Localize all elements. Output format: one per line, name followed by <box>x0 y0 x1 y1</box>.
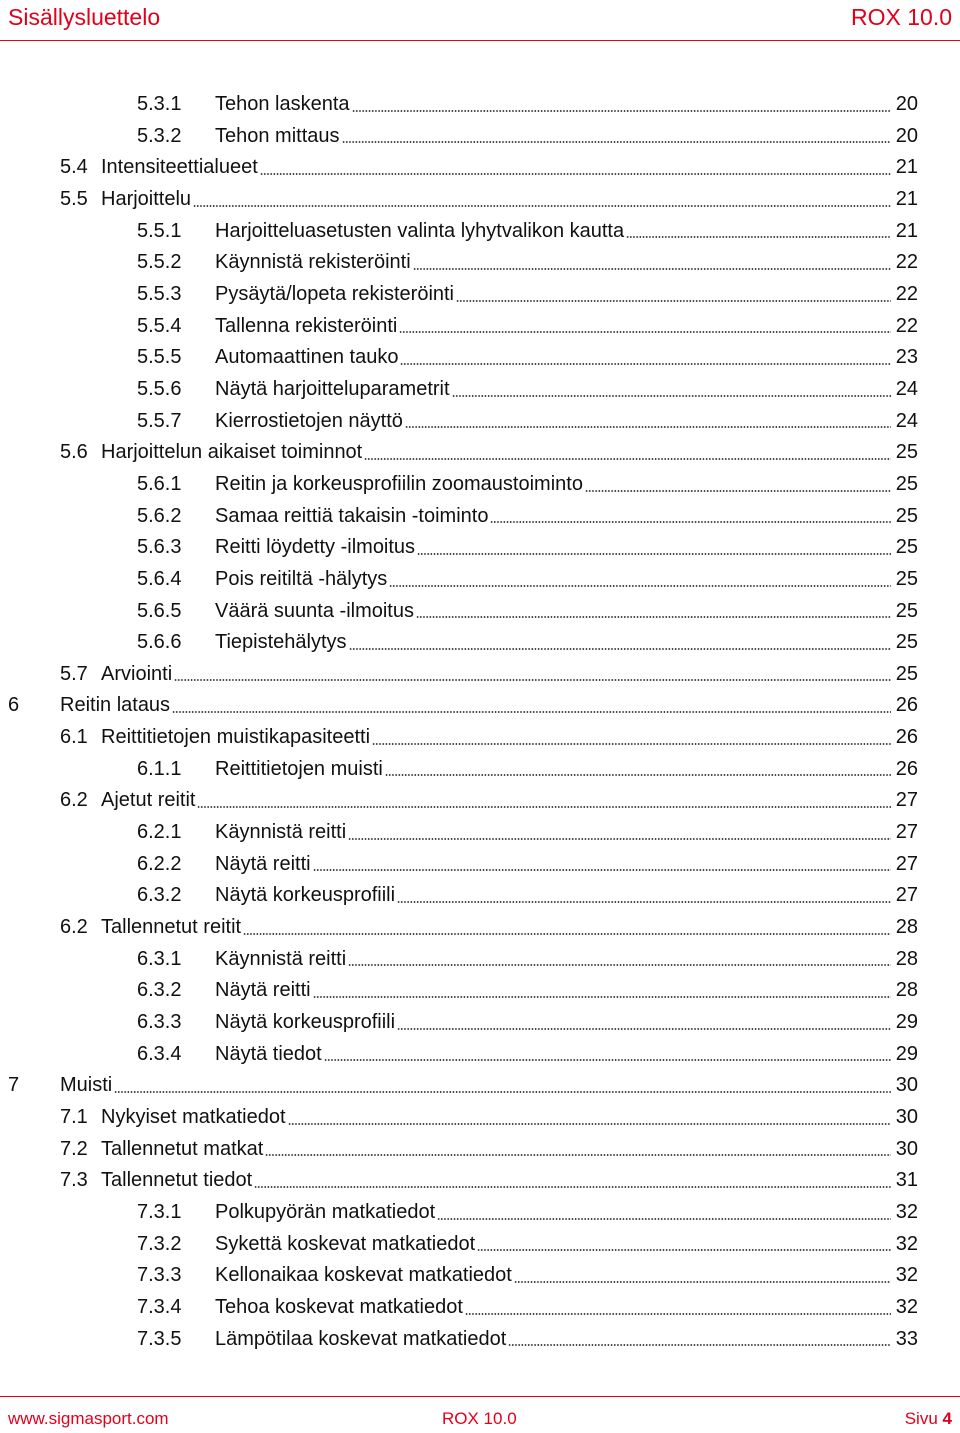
toc-entry-title: Samaa reittiä takaisin -toiminto <box>215 504 489 527</box>
toc-entry[interactable] <box>0 89 918 121</box>
toc-entry-title: Kellonaikaa koskevat matkatiedot <box>215 1264 512 1287</box>
toc-entry[interactable] <box>0 311 918 343</box>
toc-entry[interactable] <box>0 596 918 628</box>
toc-entry[interactable] <box>0 437 918 469</box>
toc-entry[interactable] <box>0 817 918 849</box>
toc-entry-number: 6.2.1 <box>137 821 182 844</box>
dot-leader <box>585 490 891 492</box>
toc-entry-title: Reittitietojen muisti <box>215 757 383 780</box>
toc-entry-number: 6.2 <box>60 789 88 812</box>
toc-entry[interactable] <box>0 184 918 216</box>
dot-leader <box>452 395 891 397</box>
toc-entry-page: 25 <box>895 536 918 559</box>
dot-leader <box>348 964 891 966</box>
toc-entry-number: 6.3.1 <box>137 947 182 970</box>
toc-entry[interactable] <box>0 532 918 564</box>
toc-entry-number: 6.3.2 <box>137 884 182 907</box>
toc-entry-page: 20 <box>895 93 918 115</box>
header-divider <box>0 40 960 41</box>
dot-leader <box>626 236 891 238</box>
toc-entry-page: 24 <box>895 377 918 400</box>
dot-leader <box>508 1344 890 1346</box>
toc-entry-number: 5.6.6 <box>137 631 182 654</box>
toc-entry-number: 7.3.5 <box>137 1327 182 1350</box>
toc-entry-number: 6.2 <box>60 916 88 939</box>
toc-entry[interactable] <box>0 152 918 184</box>
toc-entry-title: Tallenna rekisteröinti <box>215 314 398 337</box>
toc-entry-number: 7.1 <box>60 1106 88 1128</box>
footer-page-number: 4 <box>942 1409 952 1428</box>
toc-entry-number: 6.1.1 <box>137 757 182 780</box>
dot-leader <box>400 363 890 365</box>
toc-entry-number: 5.6 <box>60 441 88 464</box>
toc-entry-number: 5.6.4 <box>137 567 182 590</box>
toc-entry-number: 5.4 <box>60 156 88 179</box>
toc-entry-page: 27 <box>895 789 918 812</box>
toc-entry-page: 21 <box>895 187 918 210</box>
toc-entry[interactable] <box>0 374 918 406</box>
toc-entry-number: 7.3 <box>60 1169 88 1192</box>
toc-entry-page: 31 <box>895 1169 918 1192</box>
page-footer <box>0 1406 960 1432</box>
toc-entry[interactable] <box>0 975 918 1007</box>
toc-entry[interactable] <box>0 1229 918 1261</box>
toc-entry-page: 21 <box>895 219 918 242</box>
dot-leader <box>342 141 891 143</box>
toc-entry-number: 5.5.7 <box>137 409 182 432</box>
toc-entry-title: Harjoittelu <box>101 187 192 210</box>
toc-entry-title: Arviointi <box>101 662 173 685</box>
toc-entry-page: 22 <box>895 314 918 337</box>
toc-entry-number: 6.3.3 <box>137 1011 182 1034</box>
toc-entry-number: 7.3.3 <box>137 1264 182 1287</box>
footer-page-indicator <box>905 1406 952 1432</box>
toc-entry-title: Reitti löydetty -ilmoitus <box>215 536 416 559</box>
toc-entry-page: 32 <box>895 1232 918 1255</box>
dot-leader <box>260 173 891 175</box>
toc-entry[interactable] <box>0 944 918 976</box>
toc-entry-title: Muisti <box>60 1074 113 1097</box>
toc-entry-number: 5.6.2 <box>137 504 182 527</box>
toc-entry[interactable] <box>0 216 918 248</box>
toc-entry-title: Tallennetut matkat <box>101 1137 264 1160</box>
dot-leader <box>417 553 891 555</box>
toc-entry-number: 5.5 <box>60 187 88 210</box>
toc-entry-title: Sykettä koskevat matkatiedot <box>215 1232 476 1255</box>
dot-leader <box>324 1059 891 1061</box>
toc-entry[interactable] <box>0 121 918 153</box>
footer-website: www.sigmasport.com <box>8 1409 169 1428</box>
dot-leader <box>385 774 891 776</box>
toc-entry-page: 32 <box>895 1295 918 1318</box>
header-product-name: ROX 10.0 <box>851 4 952 30</box>
toc-entry-number: 5.5.1 <box>137 219 182 242</box>
toc-entry-page: 24 <box>895 409 918 432</box>
toc-entry-page: 33 <box>895 1327 918 1350</box>
toc-entry-number: 7 <box>8 1074 20 1097</box>
toc-entry-title: Väärä suunta -ilmoitus <box>215 599 414 622</box>
toc-entry-title: Näytä korkeusprofiili <box>215 884 396 907</box>
toc-entry[interactable] <box>0 1324 918 1356</box>
dot-leader <box>477 1249 891 1251</box>
toc-entry-page: 25 <box>895 631 918 654</box>
toc-entry[interactable] <box>0 880 918 912</box>
toc-entry-number: 5.5.3 <box>137 282 182 305</box>
dot-leader <box>243 933 891 935</box>
toc-entry-page: 22 <box>895 251 918 274</box>
toc-entry-number: 6.1 <box>60 726 88 749</box>
dot-leader <box>405 426 891 428</box>
dot-leader <box>416 616 891 618</box>
toc-entry-title: Tiepistehälytys <box>215 631 347 654</box>
toc-entry-number: 7.3.4 <box>137 1295 182 1318</box>
toc-entry-title: Kierrostietojen näyttö <box>215 409 403 432</box>
toc-entry-page: 26 <box>895 757 918 780</box>
toc-entry-page: 28 <box>895 916 918 939</box>
dot-leader <box>348 838 891 840</box>
dot-leader <box>389 585 890 587</box>
toc-entry-page: 25 <box>895 567 918 590</box>
toc-entry[interactable] <box>0 342 918 374</box>
toc-entry[interactable] <box>0 912 918 944</box>
toc-entry-page: 26 <box>895 726 918 749</box>
dot-leader <box>364 458 891 460</box>
toc-entry-title: Reittitietojen muistikapasiteetti <box>101 726 371 749</box>
toc-entry-page: 20 <box>895 124 918 147</box>
toc-entry-number: 5.5.6 <box>137 377 182 400</box>
dot-leader <box>352 110 891 112</box>
toc-entry[interactable] <box>0 785 918 817</box>
toc-entry-number: 5.5.2 <box>137 251 182 274</box>
toc-entry[interactable] <box>0 469 918 501</box>
toc-entry[interactable] <box>0 1039 918 1071</box>
toc-entry-title: Polkupyörän matkatiedot <box>215 1200 436 1223</box>
toc-entry[interactable] <box>0 279 918 311</box>
toc-entry-title: Tehon laskenta <box>215 93 350 115</box>
toc-entry[interactable] <box>0 501 918 533</box>
toc-entry-title: Ajetut reitit <box>101 789 196 812</box>
dot-leader <box>254 1186 891 1188</box>
toc-entry[interactable] <box>0 1165 918 1197</box>
dot-leader <box>197 806 890 808</box>
toc-entry-title: Tallennetut reitit <box>101 916 242 939</box>
dot-leader <box>437 1218 891 1220</box>
toc-entry-page: 25 <box>895 472 918 495</box>
toc-entry-number: 5.6.5 <box>137 599 182 622</box>
toc-entry[interactable] <box>0 406 918 438</box>
dot-leader <box>465 1313 891 1315</box>
toc-entry-number: 7.3.2 <box>137 1232 182 1255</box>
dot-leader <box>372 743 891 745</box>
toc-entry-number: 5.6.3 <box>137 536 182 559</box>
toc-entry[interactable] <box>0 247 918 279</box>
dot-leader <box>313 869 891 871</box>
dot-leader <box>174 679 891 681</box>
toc-entry[interactable] <box>0 564 918 596</box>
toc-entry-number: 5.6.1 <box>137 472 182 495</box>
toc-entry-page: 27 <box>895 884 918 907</box>
toc-entry-title: Harjoittelun aikaiset toiminnot <box>101 441 363 464</box>
toc-entry-title: Tehoa koskevat matkatiedot <box>215 1295 463 1318</box>
toc-entry[interactable] <box>0 722 918 754</box>
toc-entry-number: 6 <box>8 694 20 717</box>
toc-entry-page: 27 <box>895 852 918 875</box>
toc-entry-page: 27 <box>895 821 918 844</box>
toc-entry[interactable] <box>0 690 918 722</box>
toc-entry-title: Näytä korkeusprofiili <box>215 1011 396 1034</box>
toc-entry-title: Näytä harjoitteluparametrit <box>215 377 450 400</box>
toc-entry-title: Pysäytä/lopeta rekisteröinti <box>215 282 455 305</box>
toc-entry-title: Harjoitteluasetusten valinta lyhytvalikon kautta <box>215 219 625 242</box>
dot-leader <box>193 205 891 207</box>
toc-entry-number: 7.3.1 <box>137 1200 182 1223</box>
toc-entry-page: 28 <box>895 979 918 1002</box>
toc-entry-page: 30 <box>895 1106 918 1128</box>
toc-entry[interactable] <box>0 627 918 659</box>
dot-leader <box>349 648 891 650</box>
toc-entry[interactable] <box>0 1260 918 1292</box>
toc-entry[interactable] <box>0 1007 918 1039</box>
dot-leader <box>288 1123 891 1125</box>
toc-entry-title: Pois reitiltä -hälytys <box>215 567 388 590</box>
toc-entry-title: Käynnistä reitti <box>215 947 347 970</box>
toc-entry-title: Näytä tiedot <box>215 1042 322 1065</box>
page-title: Sisällysluettelo <box>8 4 161 30</box>
toc-entry-title: Intensiteettialueet <box>101 156 258 179</box>
dot-leader <box>114 1091 891 1093</box>
footer-product-name: ROX 10.0 <box>442 1409 517 1428</box>
toc-entry-page: 25 <box>895 599 918 622</box>
toc-entry-number: 5.5.4 <box>137 314 182 337</box>
dot-leader <box>413 268 891 270</box>
footer-page-label: Sivu <box>904 1409 938 1428</box>
toc-entry[interactable] <box>0 1292 918 1324</box>
toc-entry-title: Näytä reitti <box>215 979 311 1002</box>
toc-entry-title: Reitin ja korkeusprofiilin zoomaustoiminto <box>215 472 583 495</box>
toc-entry-title: Näytä reitti <box>215 852 311 875</box>
toc-entry[interactable] <box>0 659 918 691</box>
footer-divider <box>0 1396 960 1397</box>
toc-entry-page: 21 <box>895 156 918 179</box>
toc-entry[interactable] <box>0 1197 918 1229</box>
dot-leader <box>313 996 891 998</box>
toc-entry-number: 6.3.4 <box>137 1042 182 1065</box>
toc-entry-title: Käynnistä rekisteröinti <box>215 251 411 274</box>
toc-entry-number: 6.3.2 <box>137 979 182 1002</box>
toc-entry-number: 7.2 <box>60 1137 88 1160</box>
toc-entry-page: 29 <box>895 1011 918 1034</box>
toc-entry-page: 29 <box>895 1042 918 1065</box>
toc-entry[interactable] <box>0 849 918 881</box>
toc-entry-page: 25 <box>895 662 918 685</box>
toc-entry-number: 6.2.2 <box>137 852 182 875</box>
toc-entry-page: 25 <box>895 504 918 527</box>
toc-entry-title: Tehon mittaus <box>215 124 340 147</box>
toc-entry[interactable] <box>0 1134 918 1166</box>
dot-leader <box>399 331 890 333</box>
dot-leader <box>490 521 890 523</box>
toc-entry-number: 5.5.5 <box>137 346 182 369</box>
dot-leader <box>397 1028 891 1030</box>
toc-entry-number: 5.3.2 <box>137 124 182 147</box>
toc-entry-page: 26 <box>895 694 918 717</box>
toc-entry-title: Reitin lataus <box>60 694 171 717</box>
toc-entry-page: 23 <box>895 346 918 369</box>
toc-entry[interactable] <box>0 1070 918 1102</box>
toc-entry-title: Automaattinen tauko <box>215 346 399 369</box>
toc-entry-page: 28 <box>895 947 918 970</box>
toc-entry[interactable] <box>0 754 918 786</box>
toc-entry-page: 30 <box>895 1137 918 1160</box>
toc-entry-page: 25 <box>895 441 918 464</box>
dot-leader <box>456 300 891 302</box>
dot-leader <box>265 1154 890 1156</box>
toc-entry-number: 5.3.1 <box>137 93 182 115</box>
toc-entry-page: 32 <box>895 1264 918 1287</box>
dot-leader <box>172 711 891 713</box>
toc-entry-title: Nykyiset matkatiedot <box>101 1106 286 1128</box>
table-of-contents <box>0 89 918 1355</box>
toc-entry-number: 5.7 <box>60 662 88 685</box>
toc-entry-page: 32 <box>895 1200 918 1223</box>
toc-entry[interactable] <box>0 1102 918 1134</box>
toc-entry-title: Käynnistä reitti <box>215 821 347 844</box>
toc-entry-title: Lämpötilaa koskevat matkatiedot <box>215 1327 507 1350</box>
toc-entry-title: Tallennetut tiedot <box>101 1169 253 1192</box>
dot-leader <box>397 901 891 903</box>
toc-entry-page: 22 <box>895 282 918 305</box>
dot-leader <box>514 1281 891 1283</box>
toc-entry-page: 30 <box>895 1074 918 1097</box>
page-header <box>0 0 960 34</box>
